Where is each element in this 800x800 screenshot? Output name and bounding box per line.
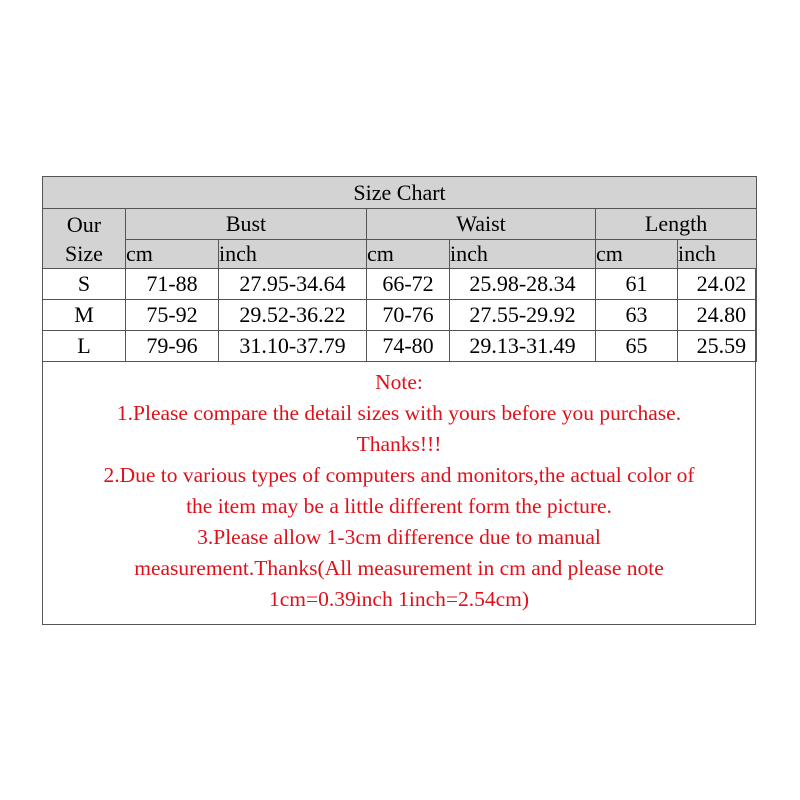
chart-title: Size Chart bbox=[43, 177, 757, 209]
size-column-header bbox=[43, 209, 126, 269]
note-line: 1cm=0.39inch 1inch=2.54cm) bbox=[268, 587, 530, 611]
bust-cm-cell: 75-92 bbox=[126, 300, 219, 331]
length-inch-cell: 25.59 bbox=[678, 331, 757, 362]
bust-cm-cell: 79-96 bbox=[126, 331, 219, 362]
bust-inch-unit: inch bbox=[219, 240, 367, 269]
length-cm-cell: 63 bbox=[596, 300, 678, 331]
waist-inch-cell: 27.55-29.92 bbox=[450, 300, 596, 331]
note-heading: Note: bbox=[375, 370, 423, 394]
bust-header: Bust bbox=[126, 209, 367, 240]
size-header-line1: Our bbox=[66, 211, 102, 237]
bust-inch-cell: 27.95-34.64 bbox=[219, 269, 367, 300]
table-row-s bbox=[43, 269, 757, 300]
length-header: Length bbox=[596, 209, 757, 240]
note-line: measurement.Thanks(All measurement in cm and please note bbox=[134, 556, 664, 580]
table-row-m bbox=[43, 300, 757, 331]
bust-cm-unit: cm bbox=[126, 240, 219, 269]
note-line: 1.Please compare the detail sizes with yours before you purchase. bbox=[116, 401, 682, 425]
waist-cm-cell: 66-72 bbox=[367, 269, 450, 300]
note-line: 2.Due to various types of computers and monitors,the actual color of bbox=[103, 463, 695, 487]
waist-cm-cell: 70-76 bbox=[367, 300, 450, 331]
bust-cm-cell: 71-88 bbox=[126, 269, 219, 300]
note-line: Thanks!!! bbox=[356, 432, 442, 456]
waist-cm-unit: cm bbox=[367, 240, 450, 269]
note-block bbox=[43, 367, 755, 615]
length-inch-cell: 24.02 bbox=[678, 269, 757, 300]
length-cm-cell: 65 bbox=[596, 331, 678, 362]
length-cm-cell: 61 bbox=[596, 269, 678, 300]
note-line: the item may be a little different form the picture. bbox=[186, 494, 612, 518]
waist-cm-cell: 74-80 bbox=[367, 331, 450, 362]
table-row-l bbox=[43, 331, 757, 362]
bust-inch-cell: 29.52-36.22 bbox=[219, 300, 367, 331]
size-header-line2: Size bbox=[65, 240, 103, 266]
length-inch-unit: inch bbox=[678, 240, 757, 269]
size-chart-table bbox=[42, 176, 757, 362]
length-cm-unit: cm bbox=[596, 240, 678, 269]
note-line: 3.Please allow 1-3cm difference due to manual bbox=[197, 525, 601, 549]
waist-inch-cell: 29.13-31.49 bbox=[450, 331, 596, 362]
waist-inch-cell: 25.98-28.34 bbox=[450, 269, 596, 300]
size-cell: S bbox=[43, 269, 126, 300]
waist-header: Waist bbox=[367, 209, 596, 240]
bust-inch-cell: 31.10-37.79 bbox=[219, 331, 367, 362]
size-chart-frame bbox=[42, 176, 756, 625]
waist-inch-unit: inch bbox=[450, 240, 596, 269]
length-inch-cell: 24.80 bbox=[678, 300, 757, 331]
size-cell: L bbox=[43, 331, 126, 362]
size-cell: M bbox=[43, 300, 126, 331]
